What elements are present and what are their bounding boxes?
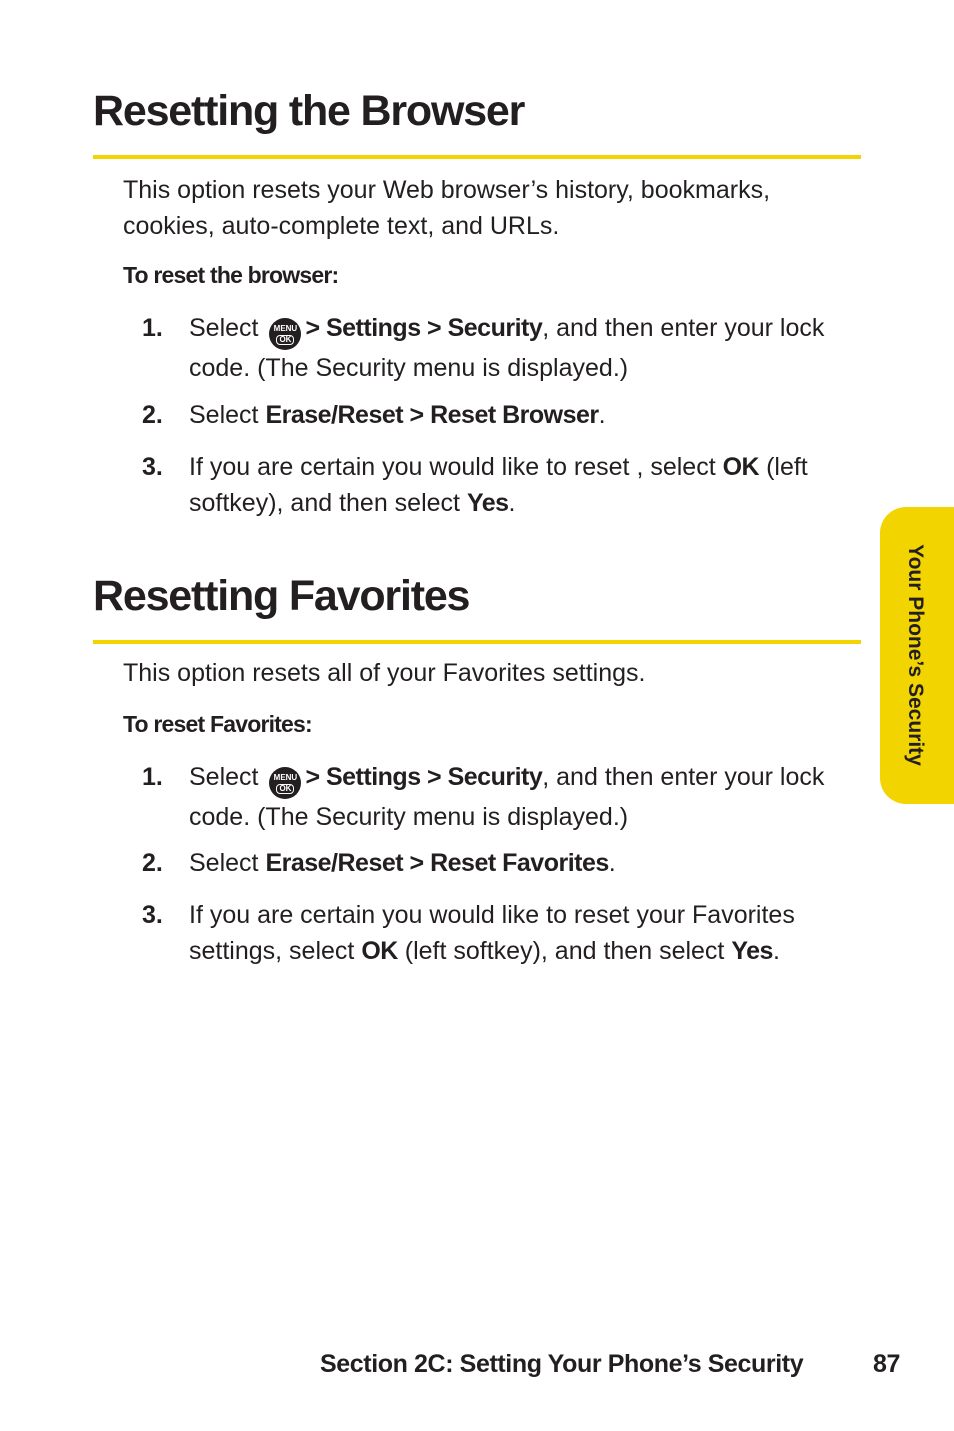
menu-path: Erase/Reset > Reset Browser [265,401,599,429]
section-resetting-favorites [93,572,861,644]
menu-path: Erase/Reset > Reset Favorites [265,849,609,877]
heading-rule [93,155,861,159]
page-footer [320,1350,900,1379]
yes-label: Yes [466,489,509,517]
step-number: 1. [142,763,163,791]
step-item [142,397,852,433]
page-number: 87 [872,1350,900,1378]
intro-paragraph: This option resets all of your Favorites settings. [123,659,646,687]
menu-path: > Settings > Security [305,763,543,791]
step-text: Select [189,849,259,877]
step-text: Select [189,763,259,791]
step-number: 3. [142,453,163,481]
step-item [142,845,852,881]
step-number: 2. [142,401,163,429]
yes-label: Yes [731,937,773,965]
heading-resetting-favorites: Resetting Favorites [93,572,470,620]
step-item [142,310,852,386]
menu-ok-key-icon: MENU OK [269,318,301,350]
step-text: . [772,937,780,965]
step-text: , and then enter your lock code. (The Security menu is displayed.) [189,314,825,382]
heading-rule [93,640,861,644]
step-number: 3. [142,901,163,929]
step-number: 1. [142,314,163,342]
menu-ok-key-icon: MENU OK [269,767,301,799]
step-item [142,759,852,835]
step-item [142,449,852,521]
footer-section-title: Section 2C: Setting Your Phone’s Security [320,1350,804,1378]
section-resetting-browser [93,87,861,159]
step-number: 2. [142,849,163,877]
step-text: (left softkey), and then select [189,453,808,517]
step-text: (left softkey), and then select [404,937,725,965]
ok-key-label: OK [722,453,760,481]
step-text: Select [189,314,259,342]
step-text: , and then enter your lock code. (The Security menu is displayed.) [189,763,825,831]
step-text: . [598,401,606,429]
procedure-label: To reset the browser: [123,262,339,288]
menu-path: > Settings > Security [305,314,543,342]
step-text: . [508,489,516,517]
step-text: If you are certain you would like to reset your Favorites settings, select [189,901,795,965]
heading-resetting-browser: Resetting the Browser [93,87,525,135]
step-item [142,897,852,969]
procedure-label: To reset Favorites: [123,711,312,737]
step-text: Select [189,401,259,429]
step-text: . [608,849,616,877]
intro-paragraph: This option resets your Web browser’s history, bookmarks, cookies, auto-complete text, and URLs. [123,176,771,240]
ok-key-label: OK [361,937,398,965]
step-text: If you are certain you would like to reset , select [189,453,716,481]
side-tab-label: Your Phone’s Security [904,544,927,766]
